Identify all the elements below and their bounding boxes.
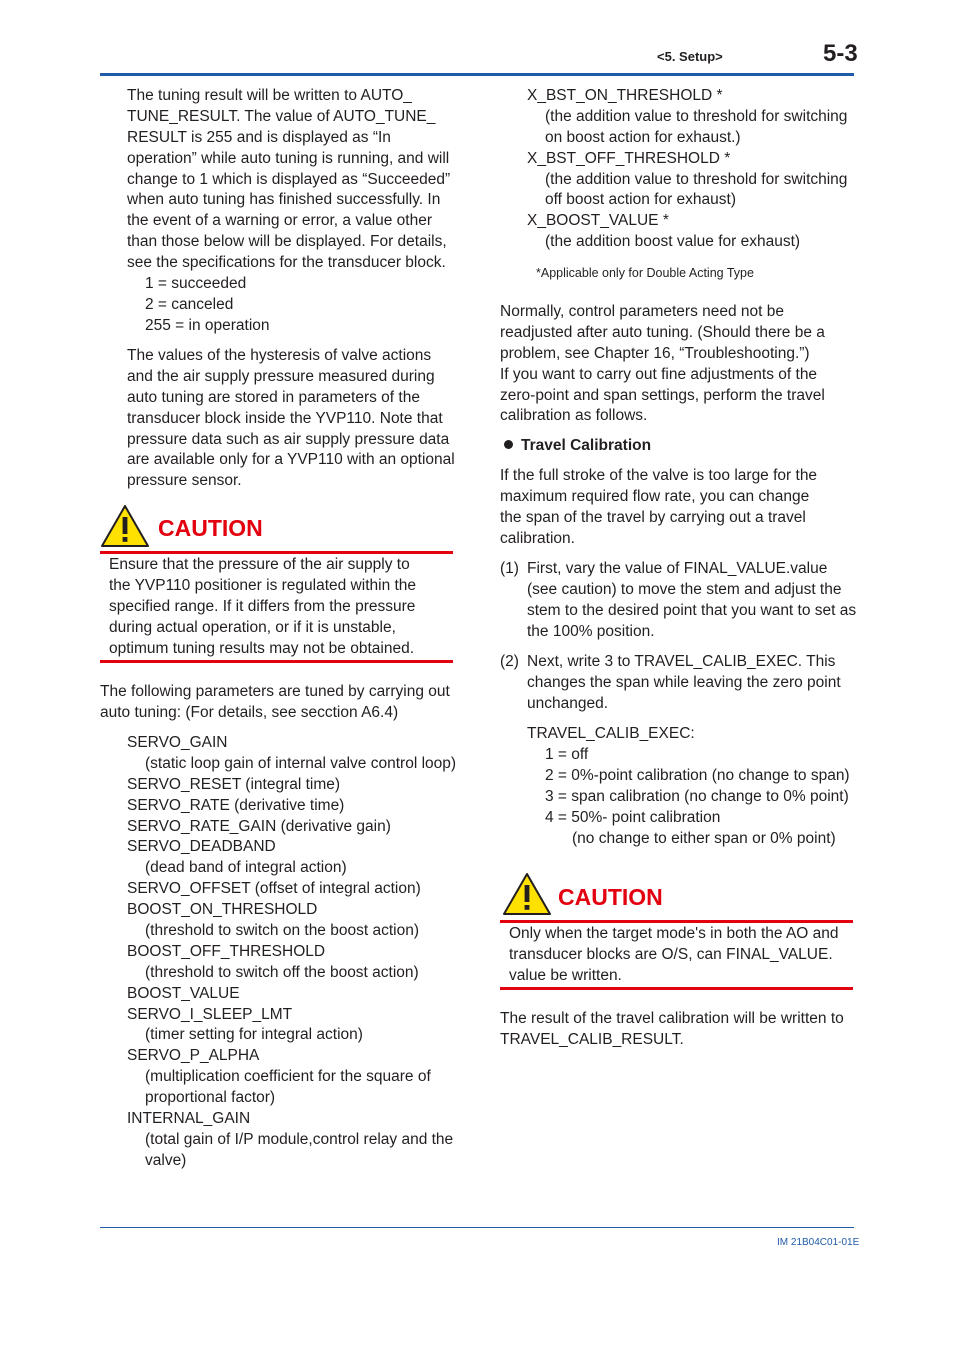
text-line: 2 = canceled [145, 295, 234, 313]
text-line: (threshold to switch off the boost action) [145, 963, 419, 981]
text-line: see the specifications for the transducer block. [127, 254, 446, 272]
text-line: during actual operation, or if it is unstable, [109, 618, 396, 636]
text-line: The following parameters are tuned by carrying out [100, 683, 450, 700]
double-acting-footnote: *Applicable only for Double Acting Type [536, 266, 754, 280]
text-line: (timer setting for integral action) [145, 1026, 363, 1044]
text-line: off boost action for exhaust) [545, 191, 736, 209]
travel-calib-exec-label: TRAVEL_CALIB_EXEC: [527, 725, 695, 742]
caution-target-mode-text [509, 924, 839, 987]
header-rule [100, 73, 854, 76]
travel-calibration-heading-text: Travel Calibration [521, 437, 652, 454]
text-line: X_BOOST_VALUE * [527, 212, 669, 230]
text-line: the event of a warning or error, a value other [127, 212, 433, 230]
text-line: The values of the hysteresis of valve actions [127, 347, 432, 364]
text-line: (no change to either span or 0% point) [572, 829, 836, 847]
exhaust-parameters-list [0, 86, 847, 253]
text-line: 2 = 0%-point calibration (no change to span) [545, 766, 850, 784]
footer-rule [100, 1227, 854, 1228]
text-line: BOOST_OFF_THRESHOLD [127, 942, 326, 960]
text-line: 4 = 50%- point calibration [545, 808, 721, 826]
text-line: SERVO_DEADBAND [127, 838, 276, 856]
text-line: BOOST_ON_THRESHOLD [127, 901, 318, 919]
warning-triangle-icon [100, 504, 150, 548]
text-line: Ensure that the pressure of the air supply to [109, 556, 410, 573]
text-line: specified range. If it differs from the pressure [109, 597, 416, 615]
text-line: SERVO_RESET (integral time) [127, 775, 341, 793]
travel-calibration-intro [500, 466, 817, 550]
text-line: unchanged. [527, 694, 609, 712]
text-line: X_BST_ON_THRESHOLD * [527, 87, 723, 104]
caution-title: CAUTION [558, 884, 663, 910]
text-line: pressure data such as air supply pressure data [127, 430, 450, 448]
text-line: SERVO_OFFSET (offset of integral action) [127, 880, 421, 898]
text-line: If you want to carry out fine adjustments of the [500, 365, 818, 383]
text-line: SERVO_I_SLEEP_LMT [127, 1005, 293, 1023]
text-line: (static loop gain of internal valve control loop) [145, 754, 457, 772]
text-line: readjusted after auto tuning. (Should there be a [500, 323, 825, 341]
caution-top-rule [100, 551, 453, 554]
text-line: when auto tuning has finished successfully. In [127, 191, 441, 209]
page-number: 5-3 [823, 40, 858, 67]
step-1-text [527, 559, 856, 643]
text-line: X_BST_OFF_THRESHOLD * [527, 149, 731, 167]
text-line: than those below will be displayed. For details, [127, 233, 447, 251]
caution-title: CAUTION [158, 515, 263, 541]
text-line: transducer blocks are O/S, can FINAL_VALUE. [509, 945, 833, 963]
step-2-text [527, 652, 841, 715]
text-line: operation” while auto tuning is running, and will [127, 149, 450, 167]
text-line: value be written. [509, 966, 622, 984]
text-line: zero-point and span settings, perform the travel [500, 386, 825, 404]
text-line: 3 = span calibration (no change to 0% point) [545, 787, 849, 805]
hysteresis-paragraph [127, 346, 455, 492]
text-line: are available only for a YVP110 with an optional [127, 451, 455, 469]
text-line: 1 = off [545, 746, 589, 763]
text-line: the 100% position. [527, 622, 655, 640]
text-line: TUNE_RESULT. The value of AUTO_TUNE_ [127, 107, 436, 125]
text-line: Normally, control parameters need not be [500, 303, 785, 320]
text-line: auto tuning: (For details, see secction A6.4) [100, 703, 399, 721]
text-line: The result of the travel calibration will be written to [500, 1010, 844, 1027]
text-line: (dead band of integral action) [145, 859, 347, 877]
bullet-icon [504, 440, 513, 449]
step-1-number: (1) [500, 560, 519, 577]
text-line: SERVO_P_ALPHA [127, 1047, 260, 1065]
warning-triangle-icon [502, 872, 552, 916]
text-line: First, vary the value of FINAL_VALUE.value [527, 560, 828, 577]
text-line: maximum required flow rate, you can change [500, 487, 810, 505]
text-line: stem to the desired point that you want to set as [527, 601, 857, 619]
text-line: 1 = succeeded [145, 275, 247, 292]
text-line: SERVO_GAIN [127, 734, 228, 751]
normally-paragraph [500, 302, 825, 427]
text-line: TRAVEL_CALIB_RESULT. [500, 1030, 684, 1048]
text-line: (multiplication coefficient for the square of [145, 1068, 431, 1086]
auto-tune-result-values [145, 274, 270, 337]
running-header-section: <5. Setup> [657, 49, 723, 64]
text-line: (see caution) to move the stem and adjust the [527, 580, 842, 598]
text-line: and the air supply pressure measured during [127, 367, 435, 385]
text-line: pressure sensor. [127, 472, 242, 490]
text-line: (threshold to switch on the boost action) [145, 922, 419, 940]
text-line: transducer block inside the YVP110. Note that [127, 409, 443, 427]
text-line: If the full stroke of the valve is too large for the [500, 467, 818, 484]
travel-calib-exec-options [0, 745, 850, 849]
text-line: valve) [145, 1151, 187, 1169]
text-line: the YVP110 positioner is regulated within the [109, 576, 417, 594]
text-line: optimum tuning results may not be obtained. [109, 639, 415, 657]
text-line: auto tuning are stored in parameters of the [127, 388, 420, 406]
text-line: The tuning result will be written to AUTO_ [127, 87, 412, 104]
text-line: INTERNAL_GAIN [127, 1110, 251, 1128]
text-line: SERVO_RATE (derivative time) [127, 796, 345, 814]
caution-bottom-rule [500, 987, 853, 990]
text-line: changes the span while leaving the zero point [527, 673, 841, 691]
tuned-parameters-intro [100, 682, 450, 724]
caution-top-rule [500, 920, 853, 923]
text-line: 255 = in operation [145, 316, 270, 334]
step-2-number: (2) [500, 653, 519, 670]
text-line: change to 1 which is displayed as “Succeeded” [127, 170, 451, 188]
text-line: SERVO_RATE_GAIN (derivative gain) [127, 817, 391, 835]
text-line: Only when the target mode's in both the AO and [509, 925, 839, 942]
travel-calibration-heading [504, 437, 651, 455]
text-line: Next, write 3 to TRAVEL_CALIB_EXEC. This [527, 653, 836, 670]
text-line: (the addition value to threshold for switching [545, 107, 848, 125]
text-line: (the addition value to threshold for switching [545, 170, 848, 188]
text-line: (the addition boost value for exhaust) [545, 233, 801, 251]
text-line: on boost action for exhaust.) [545, 128, 741, 146]
document-code: IM 21B04C01-01E [777, 1237, 860, 1248]
caution-bottom-rule [100, 660, 453, 663]
text-line: calibration as follows. [500, 407, 648, 425]
text-line: problem, see Chapter 16, “Troubleshooting.”) [500, 344, 810, 362]
text-line: (total gain of I/P module,control relay and the [145, 1130, 454, 1148]
caution-air-supply-text [109, 555, 416, 659]
text-line: RESULT is 255 and is displayed as “In [127, 128, 391, 146]
travel-calibration-result-paragraph [500, 1009, 844, 1051]
text-line: BOOST_VALUE [127, 984, 240, 1002]
text-line: proportional factor) [145, 1089, 276, 1107]
text-line: the span of the travel by carrying out a travel [500, 508, 806, 526]
text-line: calibration. [500, 529, 575, 547]
